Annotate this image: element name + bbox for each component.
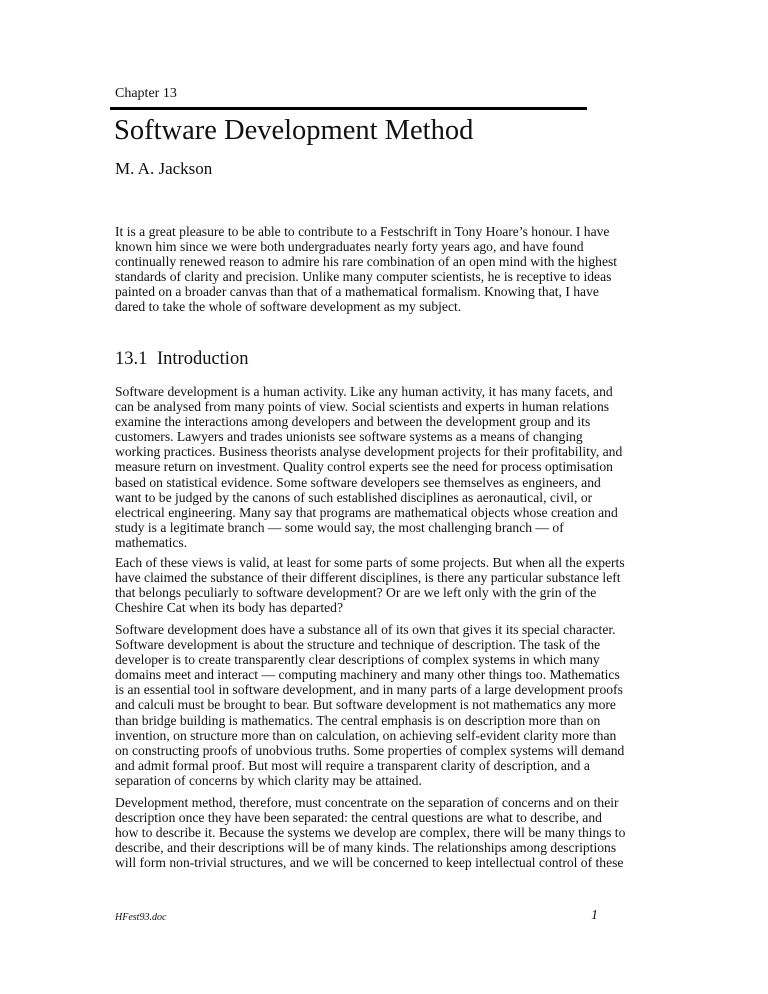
text-line: and calculi must be brought to bear. But software development is not mathematics any more <box>115 697 616 713</box>
intro-paragraph <box>115 224 617 315</box>
text-line: customers. Lawyers and trades unionists see software systems as a means of changing <box>115 429 583 445</box>
text-line: will form non-trivial structures, and we will be concerned to keep intellectual control of these <box>115 855 624 871</box>
text-line: how to describe it. Because the systems we develop are complex, there will be many things to <box>115 825 626 841</box>
body-paragraph <box>115 555 625 615</box>
title-rule <box>110 107 587 110</box>
section-number: 13.1 <box>115 349 148 369</box>
body-paragraph <box>115 622 624 788</box>
text-line: Development method, therefore, must concentrate on the separation of concerns and on their <box>115 795 619 810</box>
text-line: that belongs peculiarly to software development? Or are we left only with the grin of the <box>115 585 597 601</box>
text-line: is an essential tool in software development, and in many parts of a large development proofs <box>115 682 623 698</box>
text-line: standards of clarity and precision. Unlike many computer scientists, he is receptive to ideas <box>115 269 612 285</box>
text-line: mathematics. <box>115 534 188 550</box>
section-heading <box>115 349 248 370</box>
text-line: want to be judged by the canons of such established disciplines as aeronautical, civil, or <box>115 489 593 505</box>
text-line: describe, and their descriptions will be of many kinds. The relationships among descriptions <box>115 840 617 856</box>
text-line: measure return on investment. Quality control experts see the need for process optimisation <box>115 459 613 475</box>
author-name: M. A. Jackson <box>115 159 213 178</box>
text-line: separation of concerns by which clarity may be attained. <box>115 772 422 788</box>
text-line: Each of these views is valid, at least for some parts of some projects. But when all the experts <box>115 555 625 570</box>
text-line: examine the interactions among developers and between the development group and its <box>115 414 591 430</box>
text-line: Software development does have a substance all of its own that gives it its special character. <box>115 622 616 637</box>
text-line: working practices. Business theorists analyse development projects for their profitability, and <box>115 444 623 460</box>
text-line: Cheshire Cat when its body has departed? <box>115 600 344 616</box>
text-line: Software development is a human activity. Like any human activity, it has many facets, and <box>115 384 613 399</box>
text-line: developer is to create transparently clear descriptions of complex systems in which many <box>115 652 600 668</box>
text-line: painted on a broader canvas than that of a mathematical formalism. Knowing that, I have <box>115 284 599 300</box>
text-line: can be analysed from many points of view. Social scientists and experts in human relations <box>115 399 610 415</box>
section-title: Introduction <box>157 349 249 369</box>
text-line: have claimed the substance of their different disciplines, is there any particular substance left <box>115 570 621 586</box>
page-number: 1 <box>591 908 598 923</box>
text-line: It is a great pleasure to be able to contribute to a Festschrift in Tony Hoare’s honour. I have <box>115 224 610 239</box>
body-paragraph <box>115 384 622 550</box>
body-paragraph <box>115 795 625 870</box>
chapter-label: Chapter 13 <box>115 86 177 101</box>
text-line: and admit formal proof. But most will require a transparent clarity of description, and a <box>115 757 590 773</box>
text-line: dared to take the whole of software development as my subject. <box>115 299 462 315</box>
text-line: electrical engineering. Many say that programs are mathematical objects whose creation and <box>115 504 618 520</box>
text-line: domains meet and interact — computing machinery and many other things too. Mathematics <box>115 667 620 683</box>
footer-filename: HFest93.doc <box>115 912 167 923</box>
text-line: on constructing proofs of unobvious truths. Some properties of complex systems will demand <box>115 742 625 758</box>
text-line: invention, on structure more than on calculation, on achieving self-evident clarity more than <box>115 727 617 743</box>
text-line: than bridge building is mathematics. The central emphasis is on description more than on <box>115 712 601 728</box>
text-line: based on statistical evidence. Some software developers see themselves as engineers, and <box>115 474 601 490</box>
text-line: known him since we were both undergraduates nearly forty years ago, and have found <box>115 239 584 255</box>
text-line: continually renewed reason to admire his rare combination of an open mind with the highest <box>115 254 618 270</box>
chapter-title: Software Development Method <box>114 115 474 146</box>
text-line: Software development is about the structure and technique of description. The task of the <box>115 637 601 653</box>
text-line: study is a legitimate branch — some would say, the most challenging branch — of <box>115 519 564 535</box>
text-line: description once they have been separated: the central questions are what to describe, and <box>115 810 602 826</box>
